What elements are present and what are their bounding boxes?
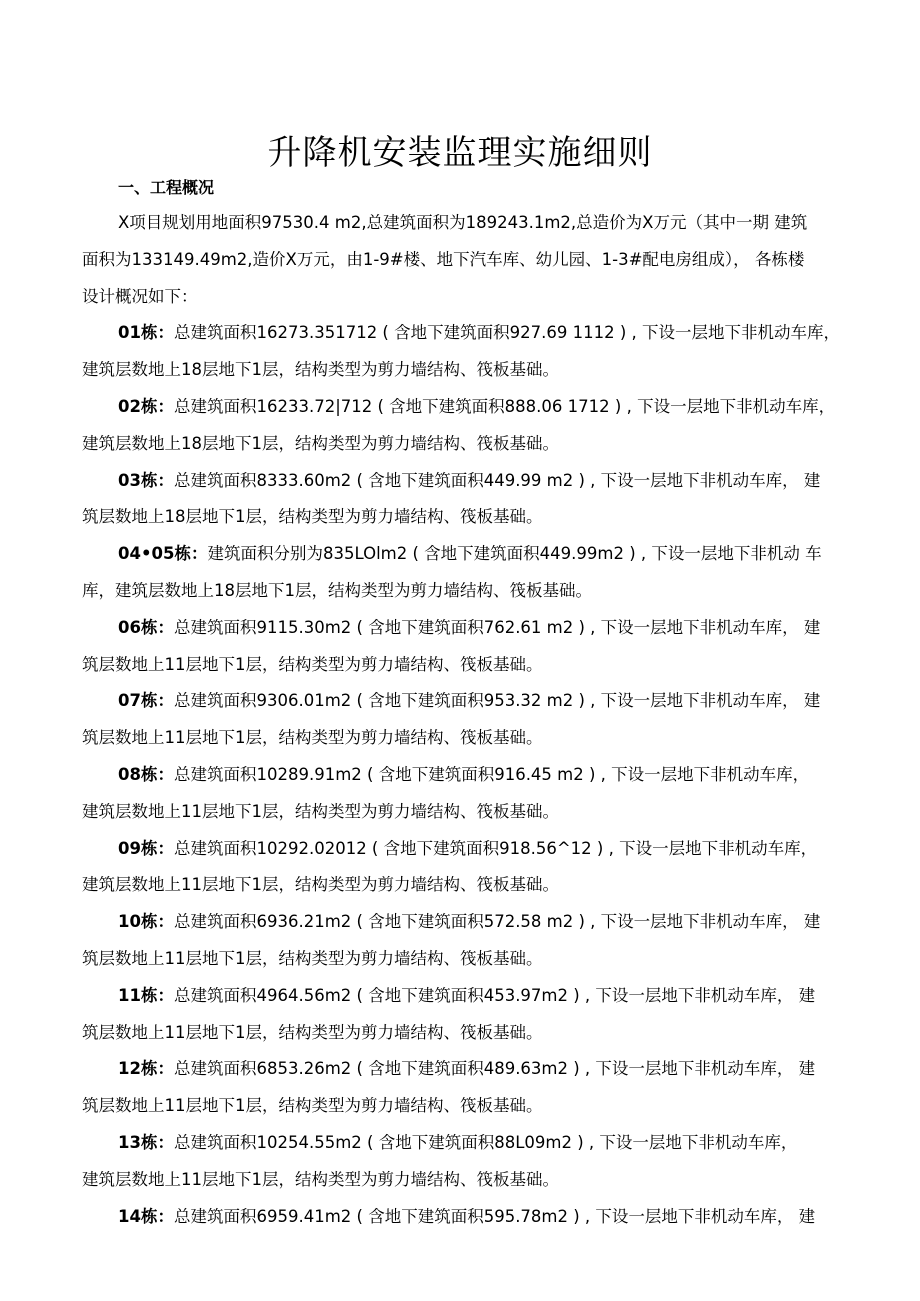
building-line [82,463,838,500]
building-paragraph [82,315,841,389]
intro-line: X项目规划用地面积97530.4 m2,总建筑面积为189243.1m2,总造价为X万元（其中一期 建筑 [118,213,808,232]
intro-line: 设计概况如下： [82,286,198,306]
building-line [82,1125,838,1162]
building-description: 总建筑面积6936.21m2 ( 含地下建筑面积572.58 m2 ) , 下设一层地下非机动车库， 建 [173,912,821,932]
building-line [82,1199,838,1236]
building-line [82,904,838,941]
building-description: 总建筑面积10292.02012 ( 含地下建筑面积918.56^12 ) , 下设一层地下非机动车库， [173,838,818,858]
document-body [82,205,841,1235]
building-description: 建筑面积分别为835LOlm2 ( 含地下建筑面积449.99m2 ) , 下设一层地下非机动 车 [207,544,822,564]
building-line-continued: 库，建筑层数地上18层地下1层，结构类型为剪力墙结构、筏板基础。 [82,580,592,600]
building-line-continued: 筑层数地上11层地下1层，结构类型为剪力墙结构、筏板基础。 [82,654,543,674]
building-description: 总建筑面积16233.72|712 ( 含地下建筑面积888.06 1712 ) , 下设一层地下非机动车库， [173,396,836,416]
building-label: 10栋： [118,912,174,932]
building-description: 总建筑面积10289.91m2 ( 含地下建筑面积916.45 m2 ) , 下设一层地下非机动车库， [173,764,810,784]
building-label: 14栋： [118,1206,174,1226]
building-label: 07栋： [118,691,174,711]
building-paragraph [82,610,838,684]
building-paragraph [82,757,838,831]
building-paragraph [82,831,838,905]
building-line-continued: 建筑层数地上18层地下1层，结构类型为剪力墙结构、筏板基础。 [82,433,559,453]
building-paragraph [82,904,838,978]
building-label: 13栋： [118,1132,174,1152]
intro-paragraph [82,205,838,315]
building-line-continued: 建筑层数地上11层地下1层，结构类型为剪力墙结构、筏板基础。 [82,875,559,895]
building-label: 12栋： [118,1059,174,1079]
building-description: 总建筑面积6959.41m2 ( 含地下建筑面积595.78m2 ) , 下设一层地下非机动车库， 建 [173,1206,816,1226]
building-description: 总建筑面积6853.26m2 ( 含地下建筑面积489.63m2 ) , 下设一层地下非机动车库， 建 [173,1059,816,1079]
building-label: 08栋： [118,764,174,784]
building-paragraph [82,1125,838,1199]
building-description: 总建筑面积9306.01m2 ( 含地下建筑面积953.32 m2 ) , 下设一层地下非机动车库， 建 [173,691,821,711]
building-paragraph [82,1051,838,1125]
building-line [82,1051,838,1088]
building-paragraph [82,978,838,1052]
page-title: 升降机安装监理实施细则 [267,133,653,173]
building-paragraph [82,389,838,463]
building-label: 11栋： [118,985,174,1005]
building-label: 03栋： [118,470,174,490]
building-line [82,536,838,573]
building-line-continued: 筑层数地上11层地下1层，结构类型为剪力墙结构、筏板基础。 [82,1096,543,1116]
building-line-continued: 筑层数地上11层地下1层，结构类型为剪力墙结构、筏板基础。 [82,948,543,968]
building-description: 总建筑面积4964.56m2 ( 含地下建筑面积453.97m2 ) , 下设一层地下非机动车库， 建 [173,985,816,1005]
building-list [82,315,841,1235]
building-line-continued: 筑层数地上11层地下1层，结构类型为剪力墙结构、筏板基础。 [82,728,543,748]
building-paragraph [82,1199,838,1236]
building-paragraph [82,683,838,757]
section-heading: 一、工程概况 [118,178,215,197]
building-line-continued: 建筑层数地上11层地下1层，结构类型为剪力墙结构、筏板基础。 [82,1169,559,1189]
building-paragraph [82,536,838,610]
building-description: 总建筑面积9115.30m2 ( 含地下建筑面积762.61 m2 ) , 下设一层地下非机动车库， 建 [173,617,821,637]
building-line [82,315,841,352]
building-label: 06栋： [118,617,174,637]
building-line-continued: 建筑层数地上18层地下1层，结构类型为剪力墙结构、筏板基础。 [82,360,559,380]
building-label: 02栋： [118,396,174,416]
building-label: 04•05栋： [118,544,208,564]
building-line [82,683,838,720]
intro-line: 面积为133149.49m2,造价X万元，由1-9#楼、地下汽车库、幼儿园、1-3#配电房组成）， 各栋楼 [82,249,805,269]
building-line [82,610,838,647]
building-paragraph [82,463,838,537]
building-line-continued: 筑层数地上11层地下1层，结构类型为剪力墙结构、筏板基础。 [82,1022,543,1042]
building-description: 总建筑面积16273.351712 ( 含地下建筑面积927.69 1112 ) , 下设一层地下非机动车库， [173,323,841,343]
building-description: 总建筑面积8333.60m2 ( 含地下建筑面积449.99 m2 ) , 下设一层地下非机动车库， 建 [173,470,821,490]
building-line-continued: 筑层数地上18层地下1层，结构类型为剪力墙结构、筏板基础。 [82,507,543,527]
building-label: 01栋： [118,323,174,343]
building-description: 总建筑面积10254.55m2 ( 含地下建筑面积88L09m2 ) , 下设一层地下非机动车库， [173,1132,798,1152]
building-line [82,831,838,868]
building-line [82,978,838,1015]
building-label: 09栋： [118,838,174,858]
building-line [82,389,838,426]
building-line [82,757,838,794]
building-line-continued: 建筑层数地上11层地下1层，结构类型为剪力墙结构、筏板基础。 [82,801,559,821]
